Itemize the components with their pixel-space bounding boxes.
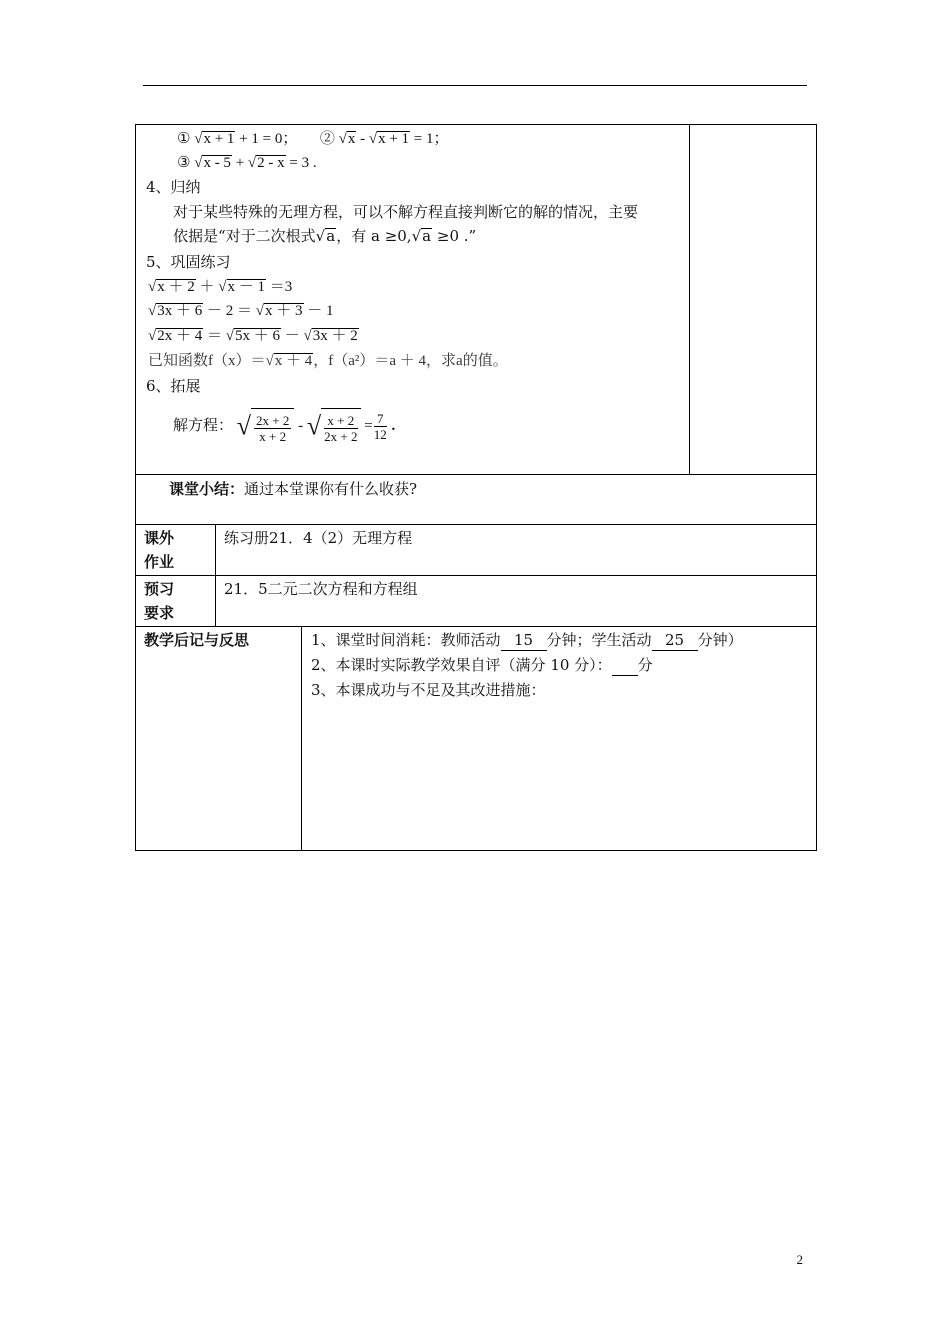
section-4-line-1: 对于某些特殊的无理方程，可以不解方程直接判断它的解的情况，主要 xyxy=(173,203,639,221)
side-blank-cell xyxy=(690,125,817,475)
lesson-table xyxy=(135,124,817,851)
exercise-cell xyxy=(136,125,690,475)
practice-4: 已知函数f（x）＝√x ＋ 4，f（a²）＝a ＋ 4，求a的值。 xyxy=(148,353,508,369)
practice-3: √2x ＋ 4 ＝ √5x ＋ 6 － √3x ＋ 2 xyxy=(148,328,358,344)
preview-label-2: 要求 xyxy=(144,604,175,622)
extension-equation: 解方程： √ $\frac{2x + 2}{x + 2}$ - √ $\frac{x + 2}{2x + 2}$ = $\frac{7}{12}$ . xyxy=(173,407,395,446)
section-4-heading: 4、归纳 xyxy=(146,178,201,196)
exercise-line-2: ③ √x - 5 + √2 - x = 3 . xyxy=(177,155,317,171)
header-rule xyxy=(143,85,807,86)
page-number: 2 xyxy=(796,1252,803,1267)
summary-cell xyxy=(136,475,817,525)
preview-label-cell xyxy=(136,576,216,627)
preview-cell xyxy=(216,576,817,627)
preview-label-1: 预习 xyxy=(144,580,175,598)
homework-cell xyxy=(216,525,817,576)
reflection-line-3: 3、本课成功与不足及其改进措施： xyxy=(311,681,546,699)
reflection-label: 教学后记与反思 xyxy=(144,631,250,649)
homework-label-cell xyxy=(136,525,216,576)
section-6-heading: 6、拓展 xyxy=(146,377,201,395)
summary-label: 课堂小结： xyxy=(169,480,245,498)
summary-text: 通过本堂课你有什么收获? xyxy=(244,480,418,498)
homework-text: 练习册21．4（2）无理方程 xyxy=(224,529,413,547)
homework-label-1: 课外 xyxy=(144,529,175,547)
preview-text: 21．5二元二次方程和方程组 xyxy=(224,580,418,598)
practice-1: √x ＋ 2 ＋ √x － 1 ＝3 xyxy=(148,279,293,295)
section-4-line-2: 依据是“对于二次根式√a，有 a ≥0,√a ≥0 .” xyxy=(173,227,477,245)
section-5-heading: 5、巩固练习 xyxy=(146,253,231,271)
exercise-line-1: ① √x + 1 + 1 = 0； ② √x - √x + 1 = 1； xyxy=(177,131,449,147)
practice-2: √3x ＋ 6 － 2 ＝ √x ＋ 3 － 1 xyxy=(148,303,334,319)
reflection-line-1: 1、课堂时间消耗：教师活动 15 分钟；学生活动 25 分钟） xyxy=(311,631,743,649)
reflection-cell xyxy=(302,627,817,851)
homework-label-2: 作业 xyxy=(144,553,175,571)
reflection-label-cell xyxy=(136,627,302,851)
reflection-line-2: 2、本课时实际教学效果自评（满分 10 分）： 分 xyxy=(311,656,653,674)
